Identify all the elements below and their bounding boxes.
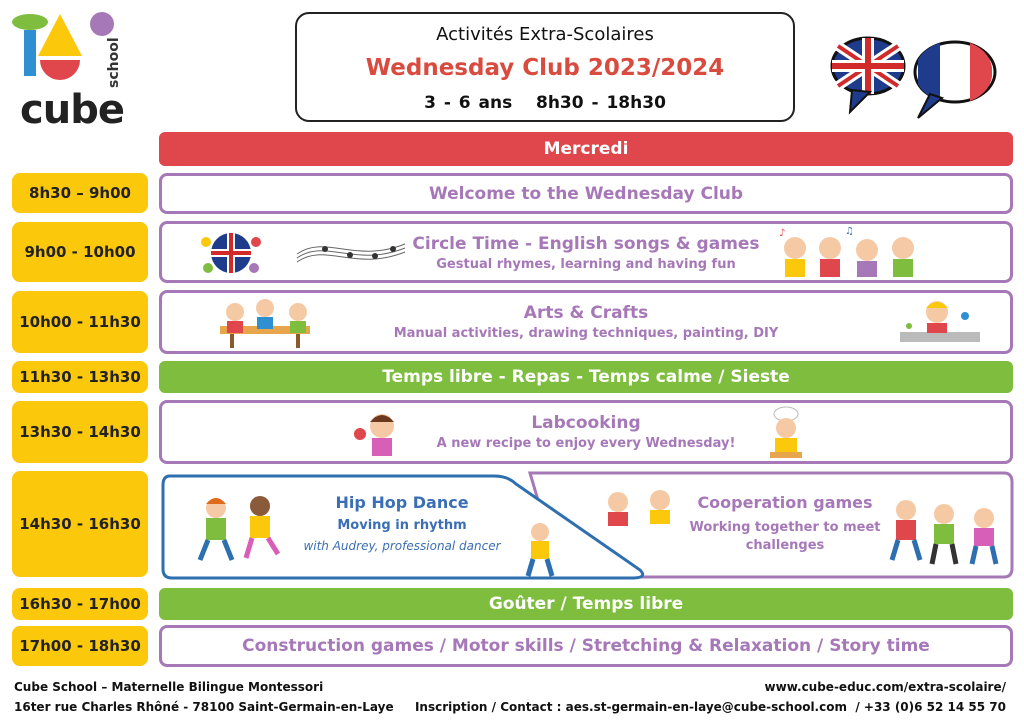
activity-title: Arts & Crafts [523, 303, 649, 323]
activity-title: Hip Hop Dance [335, 493, 469, 512]
activity-free-time-lunch: Temps libre - Repas - Temps calme / Sieste [159, 361, 1013, 393]
music-notes-icon [295, 234, 407, 266]
kid-cooking-icon [352, 408, 408, 460]
time-slot: 17h00 - 18h30 [12, 626, 148, 666]
activity-description: Working together to meet [689, 520, 881, 535]
header-age-hours: 3 - 6 ans 8h30 - 18h30 [424, 93, 666, 113]
svg-text:♫: ♫ [845, 226, 854, 237]
activity-labcooking [159, 400, 1013, 464]
kids-waving-icon [600, 488, 680, 528]
activity-title: Cooperation games [697, 493, 873, 512]
activity-title: Welcome to the Wednesday Club [428, 184, 744, 204]
activity-instructor: with Audrey, professional dancer [303, 539, 501, 553]
time-slot: 10h00 - 11h30 [12, 291, 148, 353]
kids-jumping-icon [888, 498, 1004, 568]
activity-description: A new recipe to enjoy every Wednesday! [436, 436, 736, 451]
activity-description: Manual activities, drawing techniques, painting, DIY [393, 326, 779, 341]
activity-title: Construction games / Motor skills / Stretching & Relaxation / Story time [242, 636, 930, 656]
time-slot: 14h30 - 16h30 [12, 471, 148, 577]
cube-school-logo [10, 8, 124, 133]
activity-description-2: challenges [745, 538, 825, 553]
uk-flag-icon [832, 38, 904, 112]
kid-painting-icon [895, 296, 985, 350]
time-slot: 13h30 - 14h30 [12, 401, 148, 463]
kids-crafting-icon [210, 296, 320, 350]
kid-chef-icon [766, 406, 806, 462]
website-link[interactable]: www.cube-educ.com/extra-scolaire/ [764, 680, 1006, 694]
activity-snack-free-time: Goûter / Temps libre [159, 588, 1013, 620]
school-name: Cube School – Maternelle Bilingue Montessori [14, 680, 324, 694]
activity-description: Moving in rhythm [337, 518, 467, 533]
logo-cube-text: cube [20, 87, 124, 133]
kids-circle-uk-icon [200, 228, 262, 278]
logo-school-text: school [106, 37, 122, 88]
activity-cooperation-games [680, 493, 890, 553]
svg-text:♪: ♪ [779, 228, 786, 239]
header-box [295, 12, 795, 122]
kid-dancing-icon [520, 520, 560, 578]
activity-title: Labcooking [531, 413, 641, 433]
activity-construction-story [159, 625, 1013, 667]
activity-title: Circle Time - English songs & games [412, 234, 760, 254]
school-address: 16ter rue Charles Rhôné - 78100 Saint-Germain-en-Laye [14, 700, 394, 714]
time-slot: 8h30 – 9h00 [12, 173, 148, 213]
header-subtitle: Activités Extra-Scolaires [436, 24, 654, 45]
time-slot: 16h30 - 17h00 [12, 588, 148, 620]
language-flags [830, 32, 1000, 122]
activity-hip-hop [302, 493, 502, 553]
time-slot: 9h00 - 10h00 [12, 222, 148, 282]
day-header: Mercredi [159, 132, 1013, 166]
logo-shapes-icon [10, 8, 120, 98]
france-flag-icon [915, 42, 995, 118]
kids-dancing-icon [192, 492, 284, 566]
contact-info: Inscription / Contact : aes.st-germain-en-laye@cube-school.com / +33 (0)6 52 14 55 70 [414, 700, 1006, 714]
time-slot: 11h30 - 13h30 [12, 361, 148, 393]
footer-contact [415, 677, 1006, 717]
activity-description: Gestual rhymes, learning and having fun [436, 257, 736, 272]
activity-welcome [159, 173, 1013, 214]
footer-address [14, 677, 394, 717]
header-title: Wednesday Club 2023/2024 [365, 55, 725, 81]
singing-kids-icon [775, 226, 925, 280]
